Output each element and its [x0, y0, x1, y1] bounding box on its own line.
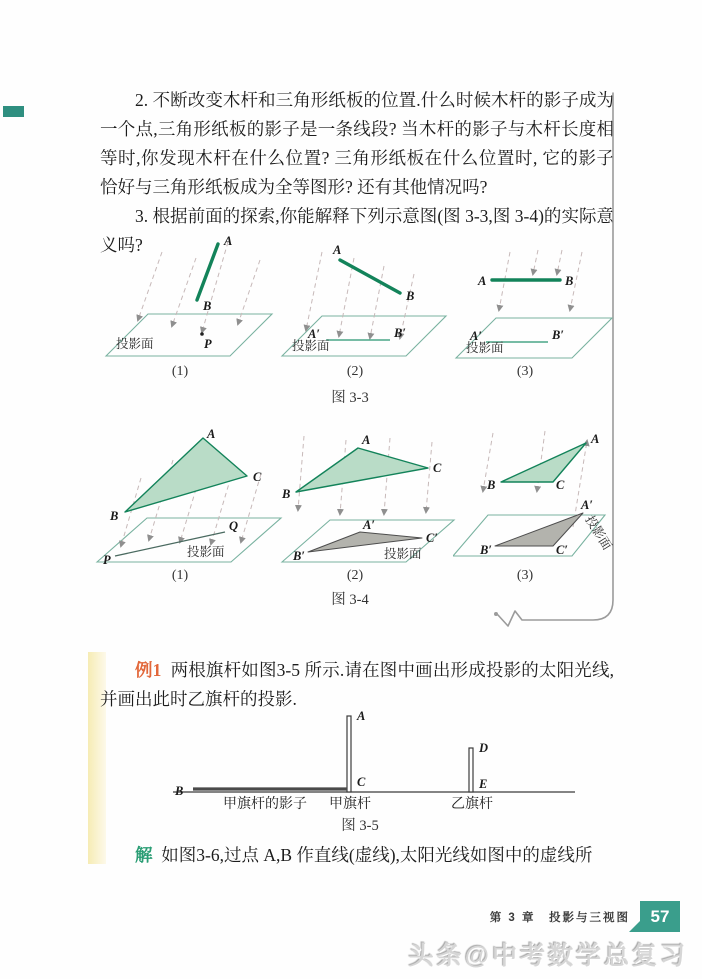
fig33-s3-label-Ap: A′ [470, 329, 482, 343]
fig35-caption: 图 3-5 [341, 818, 379, 834]
fig34-s2-label-B: B [282, 487, 291, 501]
fig34-s1-label-B: B [110, 509, 119, 523]
page-number-badge [640, 901, 680, 932]
fig35-label-C: C [357, 775, 366, 789]
fig34-sub2-diagram [280, 430, 456, 566]
fig33-sub2-diagram [278, 238, 450, 360]
fig34-s2-plane-label: 投影面 [384, 547, 422, 561]
fig34-sub1-number: (1) [171, 568, 189, 583]
fig34-s2-label-C: C [433, 461, 442, 475]
example-label: 例1 [135, 660, 162, 680]
fig33-sub3-number: (3) [516, 364, 534, 379]
page-edge-tab [3, 106, 24, 117]
paragraph-3: 3. 根据前面的探索,你能解释下列示意图(图 3-3,图 3-4)的实际意义吗? [100, 206, 614, 255]
fig34-s3-label-Bp: B′ [480, 543, 492, 557]
solution-label: 解 [135, 845, 153, 865]
fig34-sub2-number: (2) [346, 568, 364, 583]
solution-paragraph [100, 841, 614, 870]
fig34-s1-plane-label: 投影面 [187, 545, 225, 559]
fig35-shadow-label: 甲旗杆的影子 [223, 797, 307, 810]
fig33-s2-label-B: B [406, 289, 415, 303]
fig33-sub3-diagram [452, 244, 617, 362]
fig35-diagram [145, 702, 595, 810]
fig34-s3-label-A: A [591, 432, 600, 446]
fig34-sub3-diagram [453, 425, 631, 575]
fig34-s3-label-Ap: A′ [581, 498, 593, 512]
page-footer [490, 901, 680, 932]
fig34-sub3-number: (3) [516, 568, 534, 583]
fig35-label-E: E [479, 777, 488, 791]
fig35-pole1-label: 甲旗杆 [329, 797, 371, 810]
fig33-s1-plane-label: 投影面 [116, 337, 154, 351]
fig33-s2-plane-label: 投影面 [292, 339, 330, 353]
fig33-s2-label-Ap: A′ [308, 327, 320, 341]
fig34-sub1-diagram [95, 428, 283, 566]
fig35-label-B: B [175, 784, 184, 798]
fig33-s1-label-B: B [203, 299, 212, 313]
fig34-s1-label-Q: Q [229, 519, 239, 533]
fig33-s1-label-A: A [224, 234, 233, 248]
example-text: 两根旗杆如图3-5 所示.请在图中画出形成投影的太阳光线,并画出此时乙旗杆的投影. [100, 660, 615, 709]
fig35-label-D: D [479, 741, 489, 755]
fig34-s1-label-P: P [103, 553, 111, 566]
fig33-s3-label-A: A [478, 274, 487, 288]
fig33-sub1-number: (1) [171, 364, 189, 379]
fig34-s1-label-C: C [253, 470, 262, 484]
watermark-text: 头条@中考数学总复习 [408, 942, 688, 970]
fig33-s3-plane-label: 投影面 [466, 341, 504, 355]
fig34-s2-label-Ap: A′ [363, 518, 375, 532]
fig33-s3-label-B: B [565, 274, 574, 288]
fig34-s3-plane-label: 投影面 [582, 513, 615, 553]
fig33-s2-label-A: A [333, 243, 342, 257]
flagpole-jia [347, 716, 351, 792]
fig33-sub2-number: (2) [346, 364, 364, 379]
fig34-s1-label-A: A [207, 428, 216, 441]
fig33-s1-label-P: P [204, 337, 212, 351]
fig33-s3-label-Bp: B′ [552, 328, 564, 342]
fig33-caption: 图 3-3 [331, 390, 369, 406]
paragraph-2: 2. 不断改变木杆和三角形纸板的位置.什么时候木杆的影子成为一个点,三角形纸板的影子是一条线段? 当木杆的影子与木杆长度相等时,你发现木杆在什么位置? 三角形纸板在什么位置时, 它的影子恰好与三角形纸板成为全等图形? 还有其他情况吗? [100, 90, 614, 197]
fig34-s2-label-A: A [362, 433, 371, 447]
footer-chapter-title: 第 3 章 投影与三视图 [489, 911, 630, 924]
fig33-sub1-diagram [100, 230, 278, 360]
solution-text: 如图3-6,过点 A,B 作直线(虚线),太阳光线如图中的虚线所 [161, 845, 593, 865]
fig34-s2-label-Bp: B′ [293, 549, 305, 563]
fig34-s3-label-Cp: C′ [556, 543, 568, 557]
fig33-s2-label-Bp: B′ [394, 326, 406, 340]
fig34-s3-label-C: C [556, 478, 565, 492]
page-number: 57 [650, 906, 670, 926]
fig34-s2-label-Cp: C′ [426, 531, 438, 545]
fig35-pole2-label: 乙旗杆 [451, 797, 493, 810]
badge-triangle [629, 920, 641, 932]
fig35-label-A: A [357, 709, 366, 723]
flagpole-yi [469, 748, 473, 792]
fig34-caption: 图 3-4 [331, 592, 369, 608]
fig34-s3-label-B: B [487, 478, 496, 492]
